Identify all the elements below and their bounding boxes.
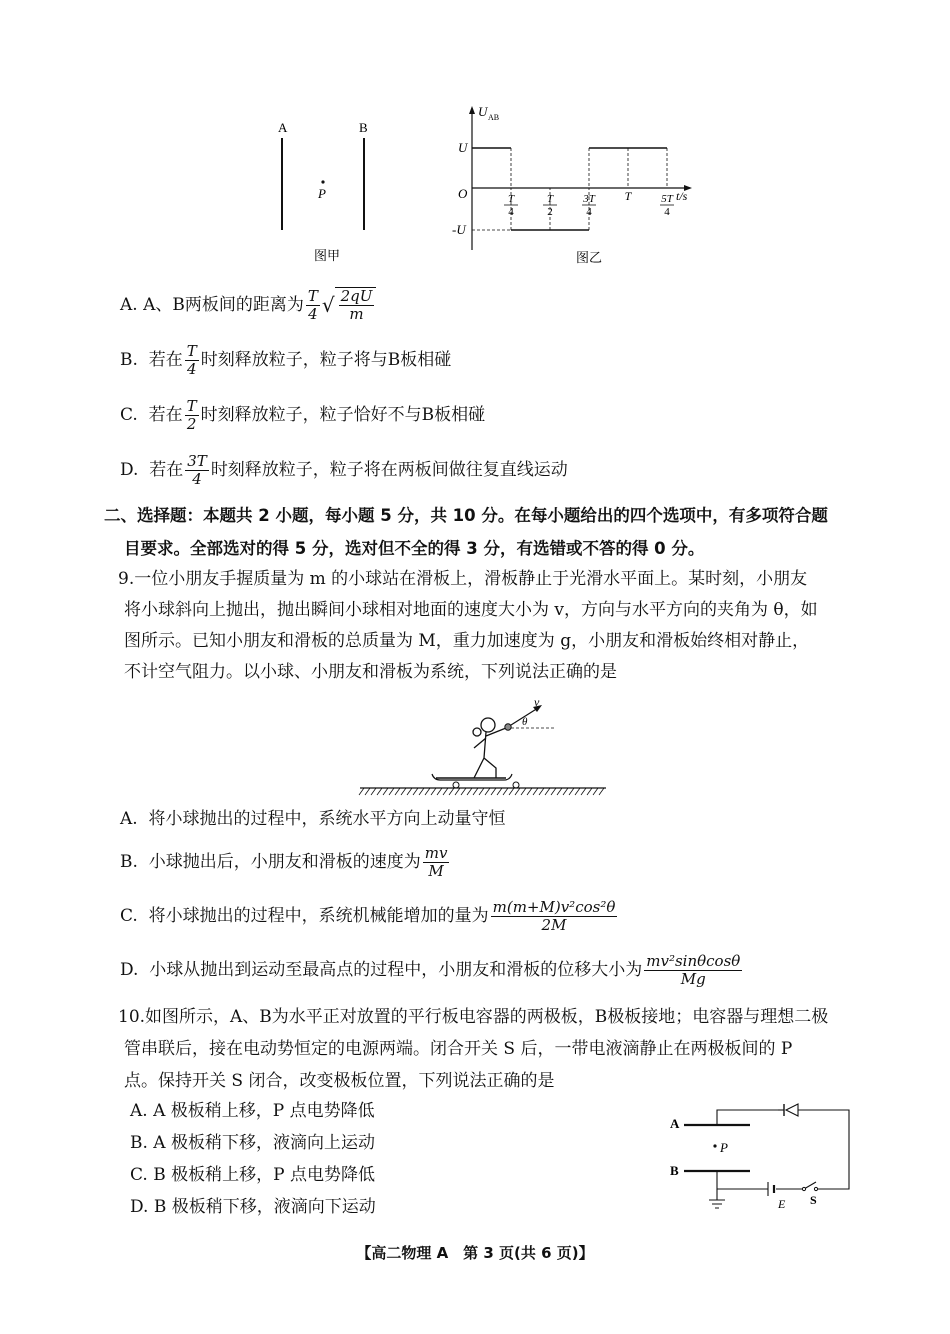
x-axis-label: t/s [676, 189, 688, 203]
sqrt: √ $\frac{2qU}{m}$ [322, 287, 377, 323]
wire-bottom [717, 1171, 804, 1189]
y-axis-arrow [469, 106, 475, 114]
caption-yi: 图乙 [576, 250, 603, 265]
x-ticks [504, 189, 674, 218]
svg-text:T: T [546, 193, 554, 205]
x-tick-label [543, 193, 557, 218]
waveform [472, 148, 667, 230]
q9-stem-3: 图所示。已知小朋友和滑板的总质量为 M，重力加速度为 g，小朋友和滑板始终相对静止， [124, 631, 810, 651]
q9-option-b: B. 小球抛出后，小朋友和滑板的速度为 $\frac{mv}{M}$ [120, 843, 448, 880]
x-tick-label [582, 193, 596, 218]
q8-option-c: C. 若在 $\frac{T}{2}$ 时刻释放粒子，粒子恰好不与B板相碰 [120, 396, 486, 433]
q10-stem-1: 10.如图所示，A、B为水平正对放置的平行板电容器的两极板，B极板接地；电容器与理想二极 [118, 1007, 829, 1027]
svg-text:4: 4 [664, 206, 670, 218]
q10-option-a: A. A 极板稍上移，P 点电势降低 [130, 1101, 375, 1121]
plate-b-label: B [359, 120, 368, 135]
wheel-icon [513, 782, 519, 788]
q9-stem-2: 将小球斜向上抛出，抛出瞬间小球相对地面的速度大小为 v，方向与水平方向的夹角为 θ，如 [124, 600, 818, 620]
figure-circuit [664, 1098, 860, 1216]
q10-stem-3: 点。保持开关 S 闭合，改变极板位置，下列说法正确的是 [124, 1071, 555, 1091]
page-footer: 【高二物理 A 第 3 页(共 6 页)】 [356, 1244, 594, 1262]
q9-stem-1: 9.一位小朋友手握质量为 m 的小球站在滑板上，滑板静止于光滑水平面上。某时刻，小朋友 [118, 569, 808, 589]
svg-text:4: 4 [586, 206, 592, 218]
q10-option-c: C. B 极板稍上移，P 点电势降低 [130, 1165, 375, 1185]
x-tick-label [625, 189, 633, 203]
u-pos-label: U [458, 140, 468, 155]
x-tick-label [660, 193, 674, 218]
ground-hatch [359, 788, 604, 795]
q9-option-a: A. 将小球抛出的过程中，系统水平方向上动量守恒 [120, 809, 506, 829]
q9-option-d: D. 小球从抛出到运动至最高点的过程中，小朋友和滑板的位移大小为 $\frac{\text{mv²sinθcosθ}}{Mg}$ [120, 951, 741, 988]
svg-text:2: 2 [547, 206, 553, 218]
svg-text:3T: 3T [583, 193, 595, 205]
circuit-label-s: S [810, 1193, 817, 1207]
svg-text:4: 4 [508, 206, 514, 218]
ground-icon [709, 1189, 725, 1208]
q9-option-c: C. 将小球抛出的过程中，系统机械能增加的量为 $\frac{\text{m(m+M)v²cos²θ}}{2M}$ [120, 897, 616, 934]
circuit-label-e: E [778, 1197, 786, 1211]
point-p-label: P [318, 186, 326, 201]
svg-text:5T: 5T [661, 193, 673, 205]
q10-option-b: B. A 极板稍下移，液滴向上运动 [130, 1133, 375, 1153]
x-tick-label [504, 193, 518, 218]
q10-option-d: D. B 极板稍下移，液滴向下运动 [130, 1197, 376, 1217]
u-neg-label: -U [452, 222, 466, 237]
section2-line1: 二、选择题：本题共 2 小题，每小题 5 分，共 10 分。在每小题给出的四个选项中，有多项符合题 [104, 506, 828, 525]
origin-label: O [458, 186, 468, 201]
svg-text:T: T [624, 189, 632, 203]
figure-jia [260, 118, 390, 268]
caption-jia: 图甲 [314, 248, 341, 263]
circuit-label-p: P [720, 1140, 728, 1155]
wheel-icon [453, 782, 459, 788]
q8-option-a: A. A、B两板间的距离为 $\frac{T}{4}$ √ $\frac{2qU}{m}$ [120, 285, 376, 325]
point-p-dot [321, 180, 324, 183]
q8-option-d: D. 若在 $\frac{3T}{4}$ 时刻释放粒子，粒子将在两板间做往复直线运动 [120, 451, 568, 488]
section2-line2: 目要求。全部选对的得 5 分，选对但不全的得 3 分，有选错或不答的得 0 分。 [124, 539, 705, 558]
diode-icon [786, 1104, 798, 1116]
svg-text:T: T [507, 193, 515, 205]
q10-stem-2: 管串联后，接在电动势恒定的电源两端。闭合开关 S 后，一带电液滴静止在两极板间的 P [124, 1039, 793, 1059]
y-axis-label: U [478, 104, 488, 119]
figure-skateboard [356, 692, 612, 800]
child-head [481, 718, 495, 732]
wire-top [717, 1110, 849, 1189]
circuit-label-b: B [670, 1163, 679, 1178]
q9-stem-4: 不计空气阻力。以小球、小朋友和滑板为系统，下列说法正确的是 [124, 662, 617, 682]
ball [505, 724, 511, 730]
theta-label: θ [522, 716, 528, 728]
y-axis-sub: AB [488, 113, 500, 122]
circuit-label-a: A [670, 1116, 680, 1131]
q8-option-b: B. 若在 $\frac{T}{4}$ 时刻释放粒子，粒子将与B板相碰 [120, 341, 452, 378]
plate-a-label: A [278, 120, 288, 135]
figure-yi [440, 100, 710, 270]
velocity-label: v [534, 695, 540, 709]
